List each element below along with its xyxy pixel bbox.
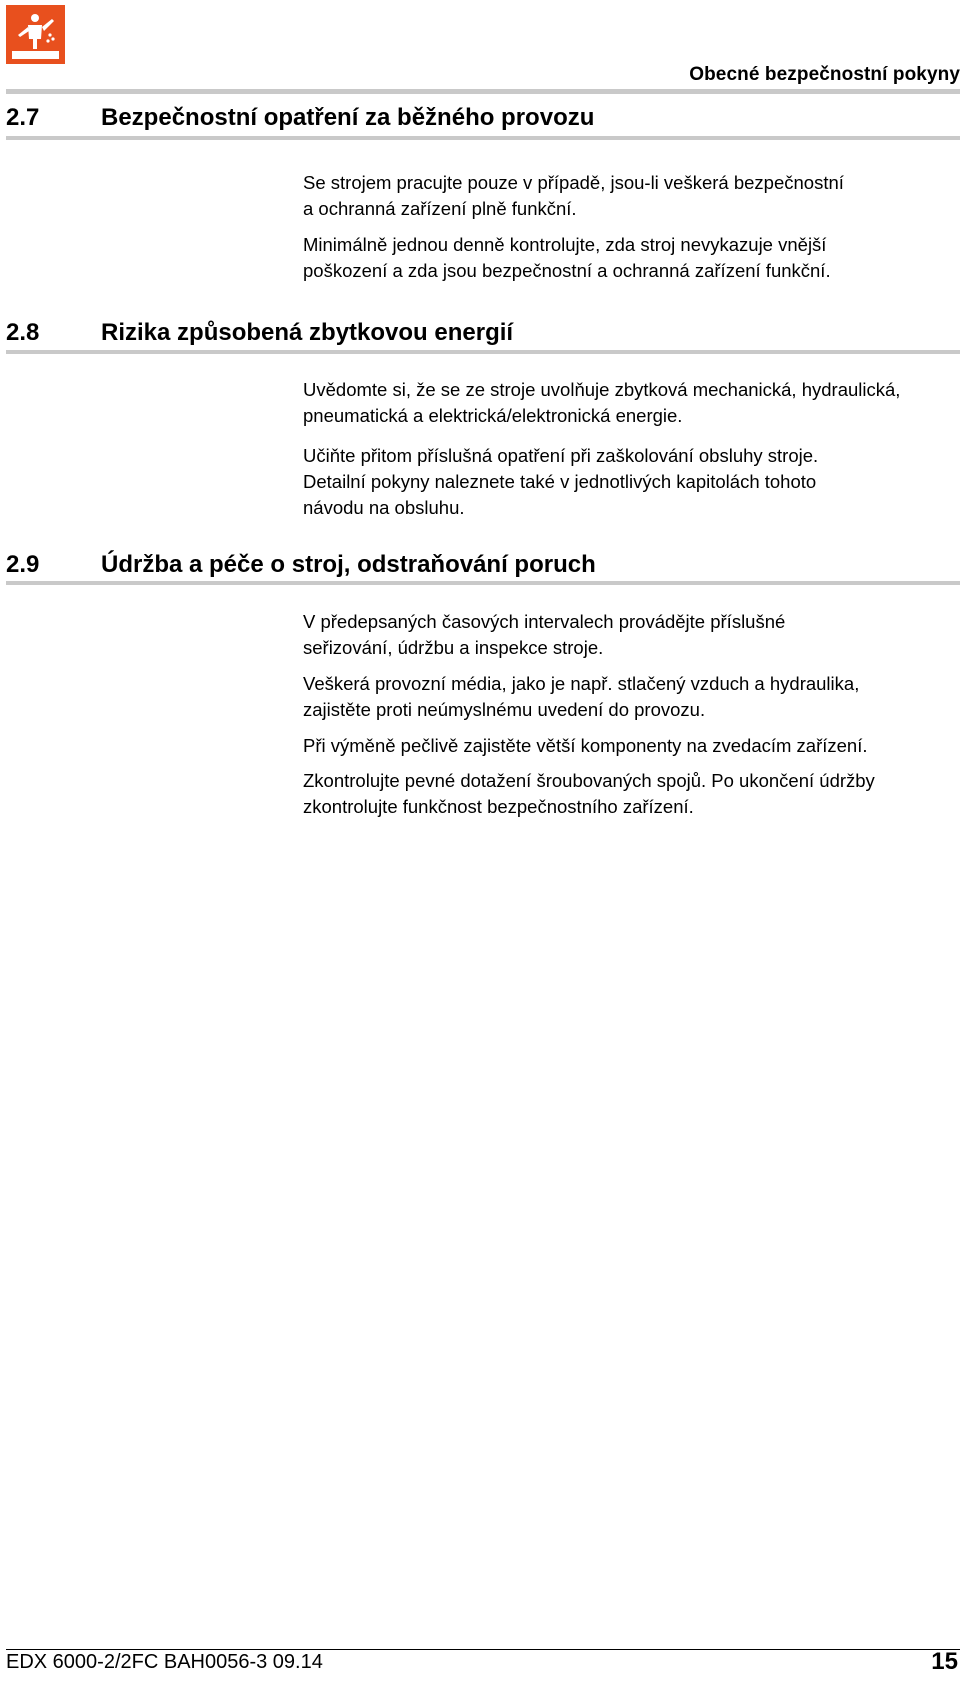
paragraph xyxy=(303,232,960,284)
text-line: Zkontrolujte pevné dotažení šroubovaných spojů. Po ukončení údržby xyxy=(303,770,875,791)
paragraph xyxy=(303,768,960,820)
amazone-logo xyxy=(6,5,65,64)
amazone-emblem-icon xyxy=(6,5,65,64)
section-number: 2.7 xyxy=(6,104,40,131)
section-title: Údržba a péče o stroj, odstraňování poruch xyxy=(101,551,596,578)
footer-doc-id: EDX 6000-2/2FC BAH0056-3 09.14 xyxy=(6,1651,323,1673)
text-line: zkontrolujte funkčnost bezpečnostního zařízení. xyxy=(303,796,694,817)
section-divider xyxy=(6,350,960,354)
page-number: 15 xyxy=(931,1648,958,1675)
header-divider xyxy=(6,89,960,94)
paragraph xyxy=(303,671,960,723)
section-divider xyxy=(6,581,960,585)
text-line: Se strojem pracujte pouze v případě, jsou-li veškerá bezpečnostní xyxy=(303,172,844,193)
text-line: Minimálně jednou denně kontrolujte, zda stroj nevykazuje vnější xyxy=(303,234,827,255)
text-line: poškození a zda jsou bezpečnostní a ochranná zařízení funkční. xyxy=(303,260,831,281)
section-title: Bezpečnostní opatření za běžného provozu xyxy=(101,104,595,131)
section-divider xyxy=(6,136,960,140)
section-title: Rizika způsobená zbytkovou energií xyxy=(101,319,514,346)
text-line: Učiňte přitom příslušná opatření při zaškolování obsluhy stroje. xyxy=(303,445,819,466)
footer-divider xyxy=(6,1649,960,1650)
text-line: seřizování, údržbu a inspekce stroje. xyxy=(303,637,604,658)
text-line: Při výměně pečlivě zajistěte větší komponenty na zvedacím zařízení. xyxy=(303,735,868,756)
text-line: Uvědomte si, že se ze stroje uvolňuje zbytková mechanická, hydraulická, xyxy=(303,379,901,400)
section-number: 2.9 xyxy=(6,551,40,578)
paragraph xyxy=(303,170,960,222)
text-line: Veškerá provozní média, jako je např. stlačený vzduch a hydraulika, xyxy=(303,673,860,694)
text-line: Detailní pokyny naleznete také v jednotlivých kapitolách tohoto xyxy=(303,471,817,492)
paragraph xyxy=(303,733,960,759)
section-number: 2.8 xyxy=(6,319,40,346)
text-line: V předepsaných časových intervalech provádějte příslušné xyxy=(303,611,786,632)
text-line: a ochranná zařízení plně funkční. xyxy=(303,198,577,219)
paragraph xyxy=(303,377,960,429)
text-line: návodu na obsluhu. xyxy=(303,497,465,518)
paragraph xyxy=(303,443,960,521)
header-title: Obecné bezpečnostní pokyny xyxy=(689,64,960,85)
text-line: pneumatická a elektrická/elektronická energie. xyxy=(303,405,683,426)
text-line: zajistěte proti neúmyslnému uvedení do provozu. xyxy=(303,699,706,720)
paragraph xyxy=(303,609,960,661)
